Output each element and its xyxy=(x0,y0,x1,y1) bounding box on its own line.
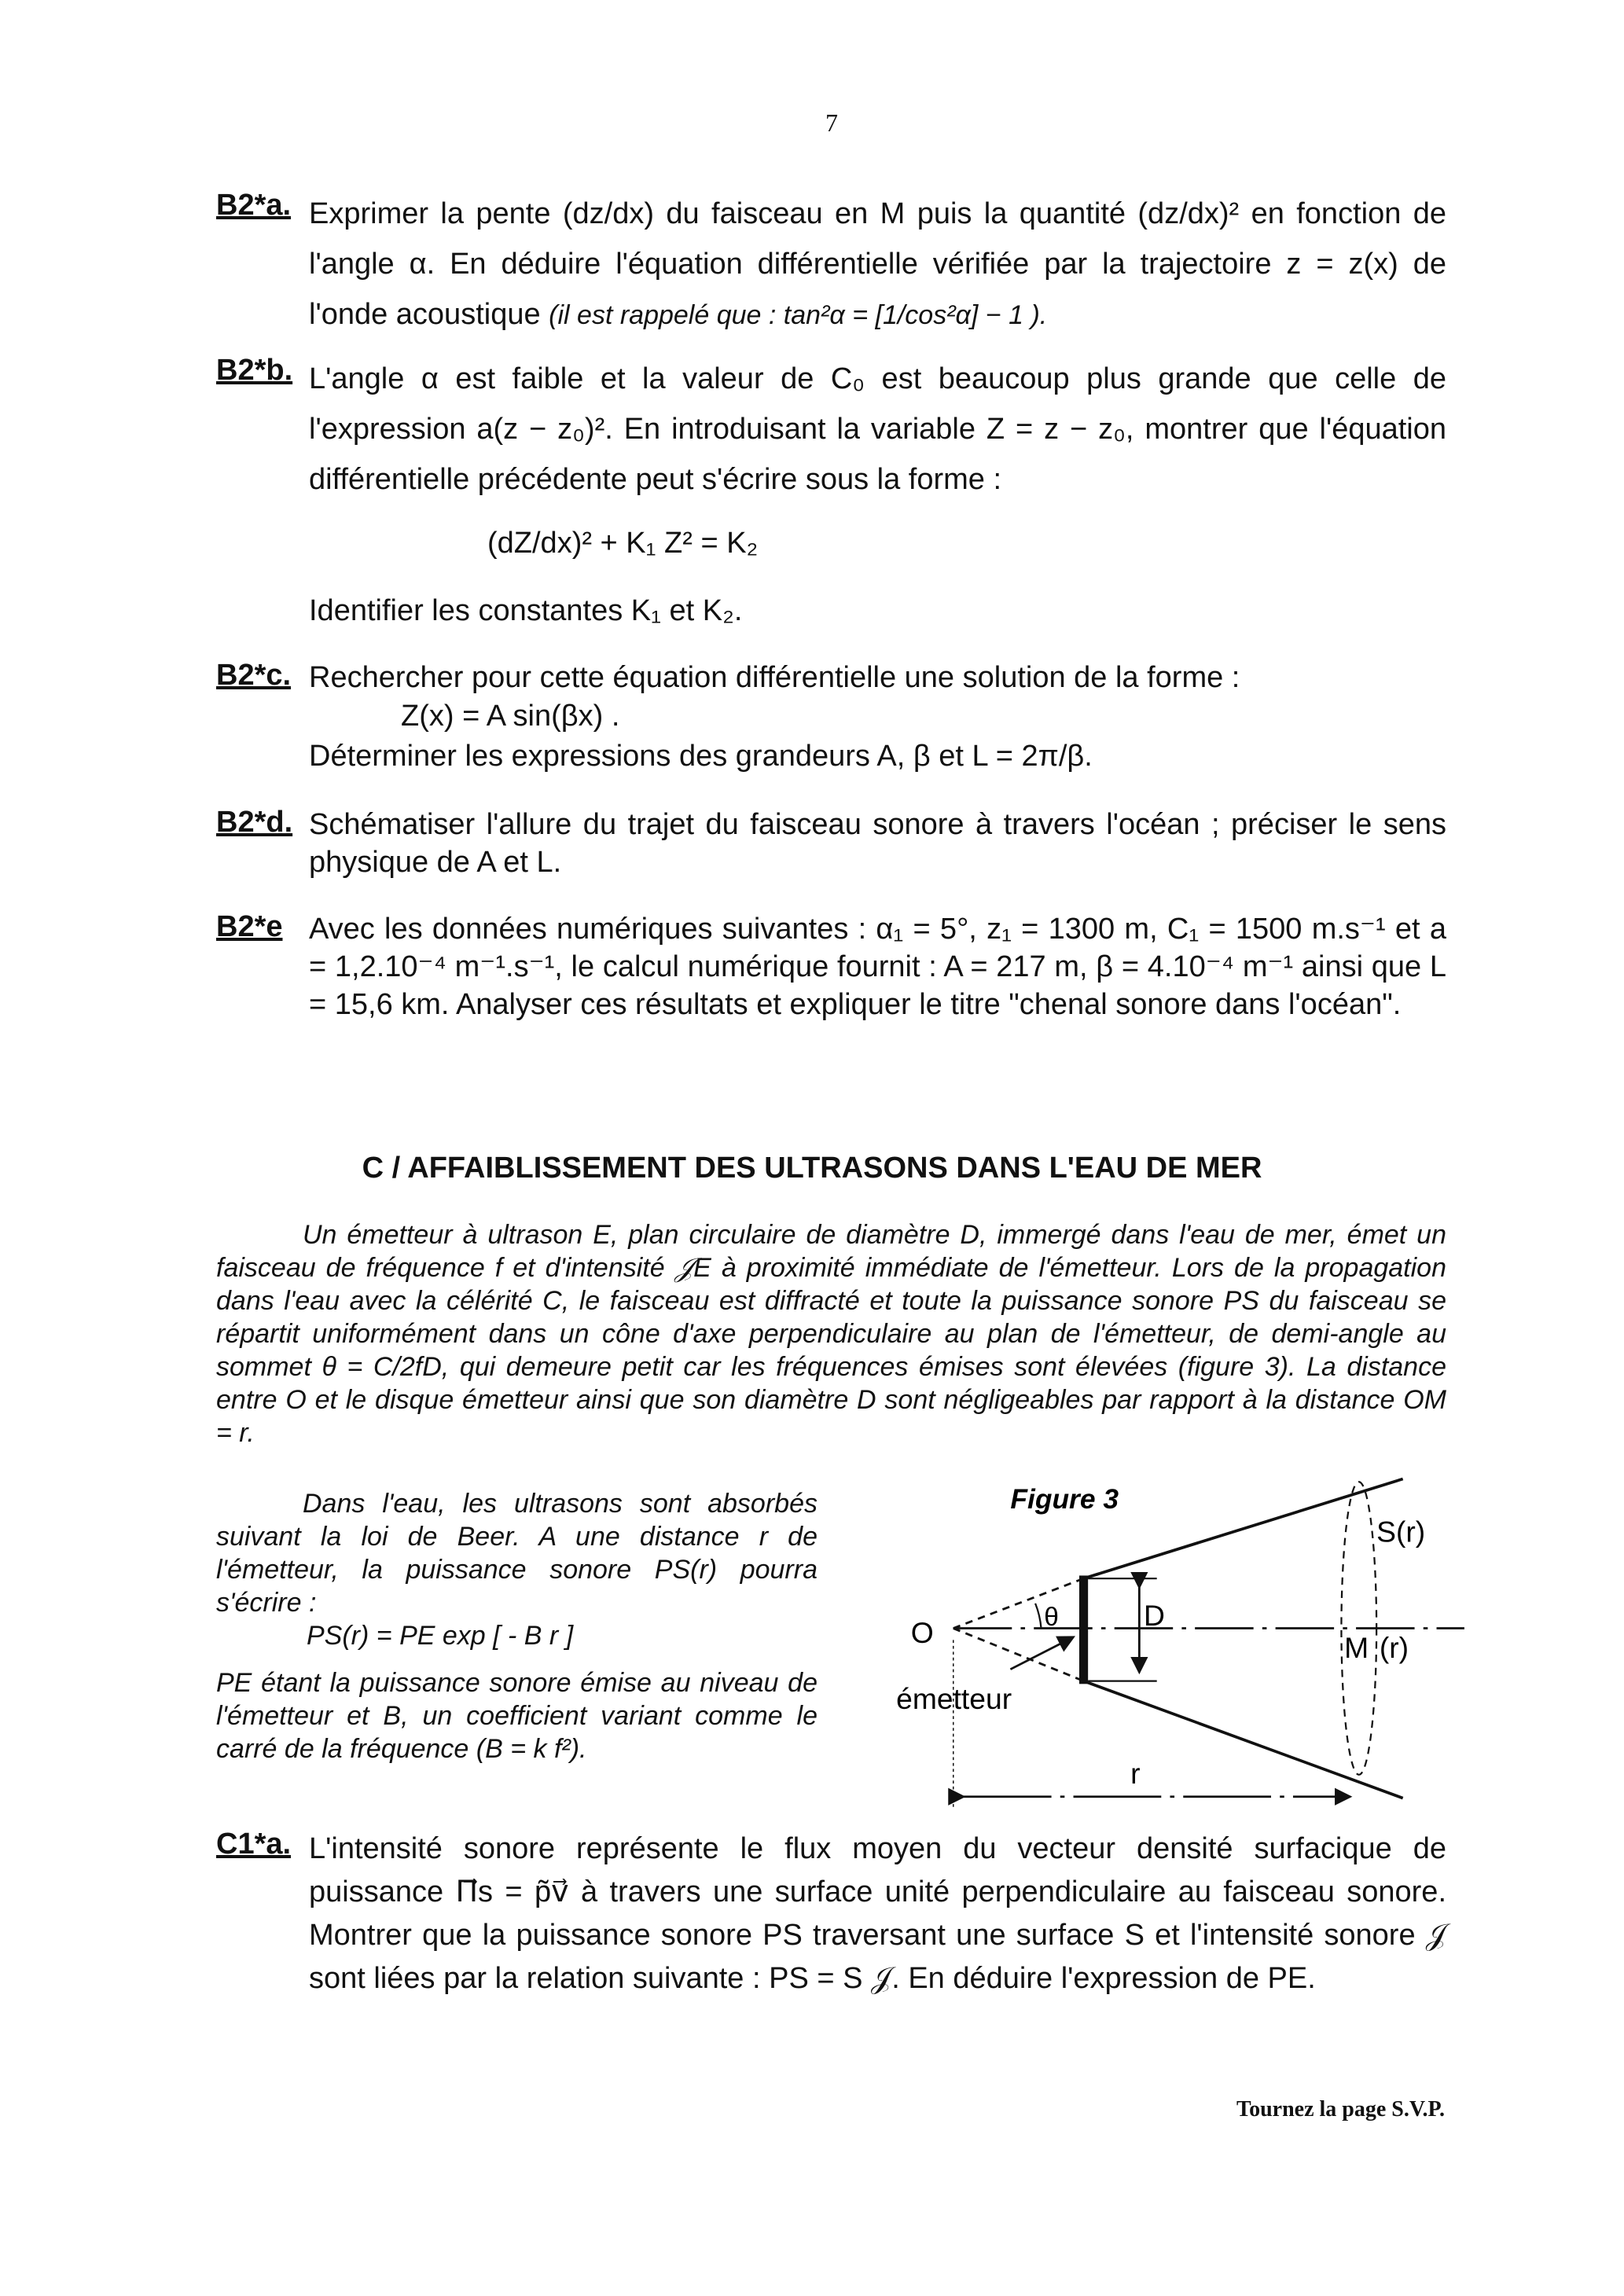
page-number: 7 xyxy=(825,108,838,137)
cone-upper-dashed xyxy=(953,1578,1084,1628)
theta-arc xyxy=(1035,1604,1041,1629)
question-label-b2b: B2*b. xyxy=(216,354,293,387)
question-b2a-reminder: (il est rappelé que : tan²α = [1/cos²α] − 1 ). xyxy=(549,300,1048,330)
equation-b2b: (dZ/dx)² + K₁ Z² = K₂ xyxy=(487,527,759,560)
emitter-disk xyxy=(1079,1575,1088,1684)
cone-lower-dashed xyxy=(953,1629,1084,1681)
label-m: M xyxy=(1344,1630,1369,1664)
question-c1a-text: L'intensité sonore représente le flux moyen du vecteur densité surfacique de puissance Π⃗s = p̃v⃗ à travers une surface unité perpendiculaire au faisceau sonore. Montrer que la puissance sonore PS traversant une surface S et l'intensité sonore 𝒥 sont liées par la relation suivante : PS = S 𝒥. En déduire l'expression de PE. xyxy=(309,1832,1446,1995)
label-o: O xyxy=(910,1616,934,1650)
question-label-b2a: B2*a. xyxy=(216,189,292,222)
question-label-b2c: B2*c. xyxy=(216,659,292,692)
beer-law-text: Dans l'eau, les ultrasons sont absorbés suivant la loi de Beer. A une distance r de l'émetteur, la puissance sonore PS(r) pourra s'écrire : xyxy=(216,1489,818,1618)
equation-b2c: Z(x) = A sin(βx) . xyxy=(401,700,620,733)
question-b2d-text: Schématiser l'allure du trajet du faisceau sonore à travers l'océan ; préciser le sens physique de A et L. xyxy=(309,808,1446,879)
section-c-intro: Un émetteur à ultrason E, plan circulaire de diamètre D, immergé dans l'eau de mer, émet un faisceau de fréquence f et d'intensité 𝒥E à proximité immédiate de l'émetteur. Lors de la propagation dans l'eau avec la célérité C, le faisceau est diffracté et toute la puissance sonore PS du faisceau se répartit uniformément dans un cône d'axe perpendiculaire au plan de l'émetteur, de demi-angle au sommet θ = C/2fD, qui demeure petit car les fréquences émises sont élevées (figure 3). La distance entre O et le disque émetteur ainsi que son diamètre D sont négligeables par rapport à la distance OM = r. xyxy=(216,1220,1446,1448)
label-m-r: (r) xyxy=(1379,1630,1409,1664)
cone-upper-edge xyxy=(1084,1479,1403,1579)
question-label-b2d: B2*d. xyxy=(216,806,293,839)
footer-turn-page: Tournez la page S.V.P. xyxy=(1236,2097,1445,2122)
figure-title: Figure 3 xyxy=(1010,1483,1119,1515)
label-emitter: émetteur xyxy=(896,1681,1012,1715)
question-b2b-text: L'angle α est faible et la valeur de C₀ est beaucoup plus grande que celle de l'expression a(z − z₀)². En introduisant la variable Z = z − z₀, montrer que l'équation différentielle précédente peut s'écrire sous la forme : xyxy=(309,362,1446,496)
section-c-title: C / AFFAIBLISSEMENT DES ULTRASONS DANS L'EAU DE MER xyxy=(362,1152,1262,1185)
question-b2c-text: Rechercher pour cette équation différentielle une solution de la forme : xyxy=(309,661,1240,694)
question-b2e-text: Avec les données numériques suivantes : α₁ = 5°, z₁ = 1300 m, C₁ = 1500 m.s⁻¹ et a = 1,2.10⁻⁴ m⁻¹.s⁻¹, le calcul numérique fournit : A = 217 m, β = 4.10⁻⁴ m⁻¹ ainsi que L = 15,6 km. Analyser ces résultats et expliquer le titre "chenal sonore dans l'océan". xyxy=(309,913,1446,1021)
question-b2b-identify: Identifier les constantes K₁ et K₂. xyxy=(309,594,743,627)
question-b2c-determine: Déterminer les expressions des grandeurs A, β et L = 2π/β. xyxy=(309,740,1093,773)
label-s: S(r) xyxy=(1376,1515,1426,1548)
beer-law-equation: PS(r) = PE exp [ - B r ] xyxy=(307,1621,574,1651)
label-r: r xyxy=(1130,1756,1141,1790)
label-theta: θ xyxy=(1044,1602,1059,1632)
label-d: D xyxy=(1143,1598,1165,1632)
beer-law-definition: PE étant la puissance sonore émise au niveau de l'émetteur et B, un coefficient variant comme le carré de la fréquence (B = k f²). xyxy=(216,1668,818,1764)
question-b2a-text: Exprimer la pente (dz/dx) du faisceau en M puis la quantité (dz/dx)² en fonction de l'angle α. En déduire l'équation différentielle vérifiée par la trajectoire z = z(x) de l'onde acoustique xyxy=(309,197,1446,331)
question-label-c1a: C1*a. xyxy=(216,1828,292,1861)
question-label-b2e: B2*e xyxy=(216,910,283,943)
